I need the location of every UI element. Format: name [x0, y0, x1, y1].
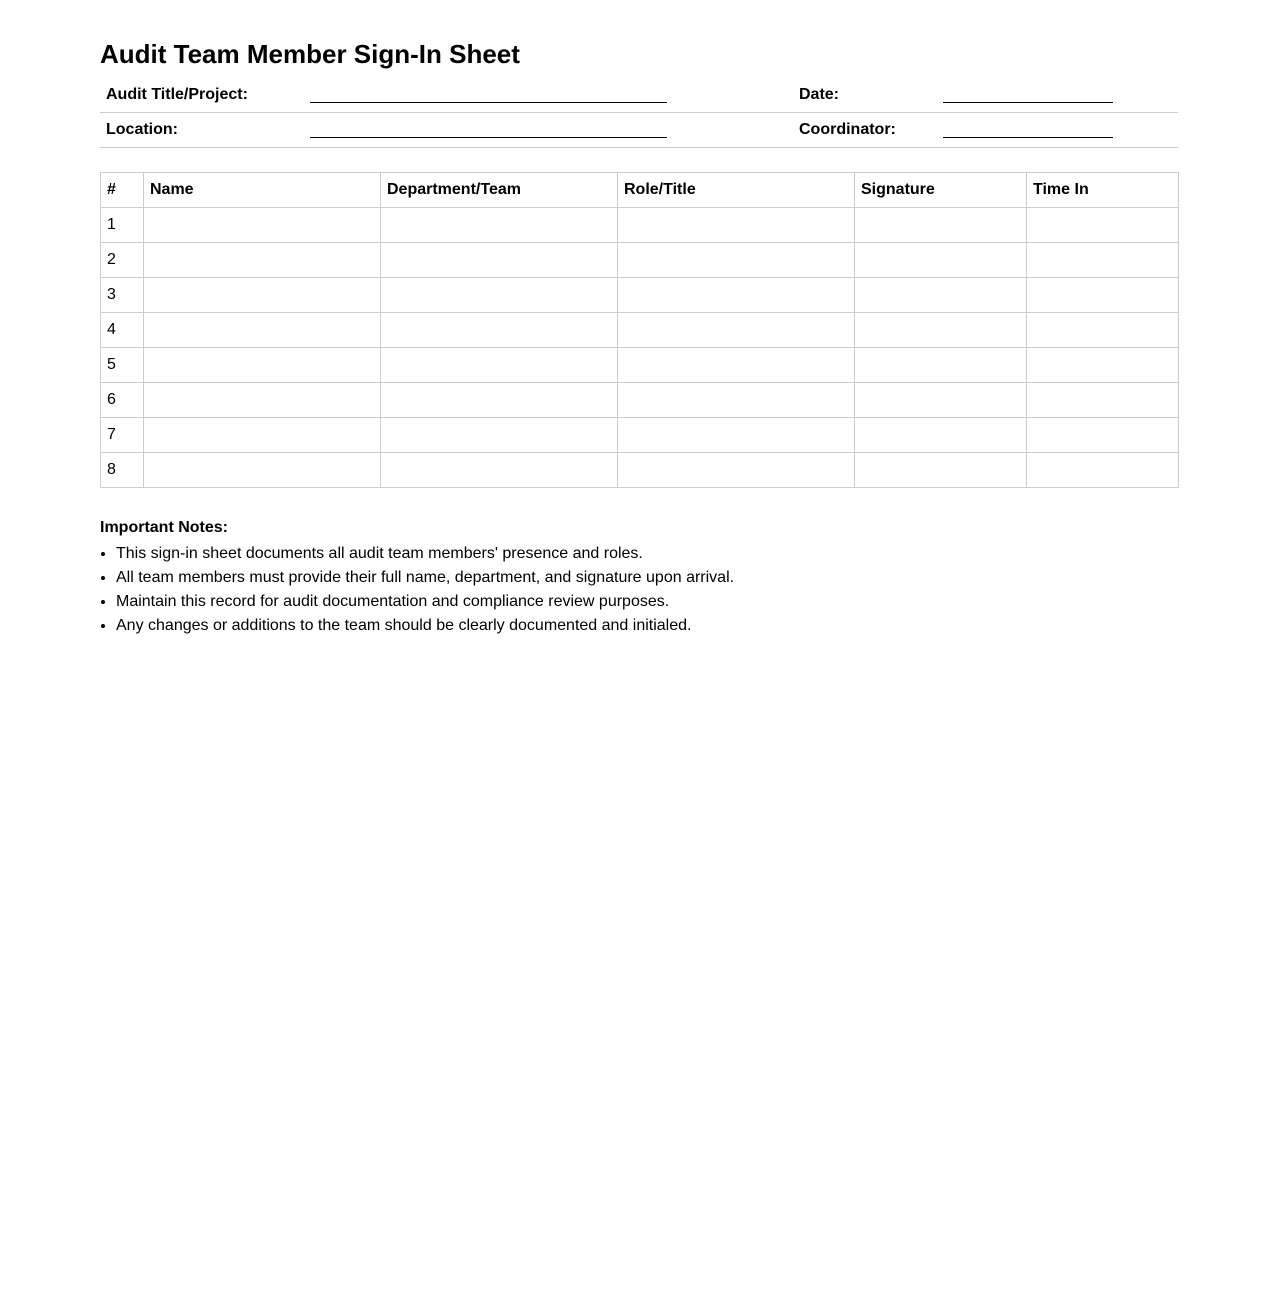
- table-row: [101, 453, 1179, 488]
- signature-cell[interactable]: [855, 453, 1027, 488]
- time-in-cell[interactable]: [1027, 383, 1179, 418]
- page-title: Audit Team Member Sign-In Sheet: [100, 39, 520, 69]
- signature-cell[interactable]: [855, 313, 1027, 348]
- role-cell[interactable]: [618, 208, 855, 243]
- department-cell[interactable]: [381, 453, 618, 488]
- sign-in-sheet-page: [100, 0, 1178, 638]
- column-header-role: Role/Title: [618, 173, 855, 208]
- role-cell[interactable]: [618, 418, 855, 453]
- column-header-department: Department/Team: [381, 173, 618, 208]
- notes-title: Important Notes:: [100, 519, 228, 536]
- column-header-number: #: [101, 173, 144, 208]
- row-number: 4: [101, 313, 144, 348]
- department-cell[interactable]: [381, 418, 618, 453]
- row-number: 1: [101, 208, 144, 243]
- time-in-cell[interactable]: [1027, 208, 1179, 243]
- row-number: 5: [101, 348, 144, 383]
- table-row: [101, 383, 1179, 418]
- audit-title-field[interactable]: [310, 102, 667, 103]
- signature-cell[interactable]: [855, 243, 1027, 278]
- department-cell[interactable]: [381, 208, 618, 243]
- signature-cell[interactable]: [855, 278, 1027, 313]
- row-number: 2: [101, 243, 144, 278]
- row-number: 3: [101, 278, 144, 313]
- row-number: 7: [101, 418, 144, 453]
- time-in-cell[interactable]: [1027, 453, 1179, 488]
- department-cell[interactable]: [381, 278, 618, 313]
- role-cell[interactable]: [618, 243, 855, 278]
- name-cell[interactable]: [144, 453, 381, 488]
- name-cell[interactable]: [144, 243, 381, 278]
- role-cell[interactable]: [618, 313, 855, 348]
- role-cell[interactable]: [618, 278, 855, 313]
- table-row: [101, 243, 1179, 278]
- table-row: [101, 348, 1179, 383]
- column-header-signature: Signature: [855, 173, 1027, 208]
- info-row-title-date: [100, 78, 1178, 113]
- name-cell[interactable]: [144, 383, 381, 418]
- role-cell[interactable]: [618, 383, 855, 418]
- name-cell[interactable]: [144, 418, 381, 453]
- table-row: [101, 208, 1179, 243]
- note-item: • All team members must provide their full name, department, and signature upon arrival.: [116, 566, 1178, 590]
- column-header-time-in: Time In: [1027, 173, 1179, 208]
- signature-cell[interactable]: [855, 418, 1027, 453]
- name-cell[interactable]: [144, 348, 381, 383]
- column-header-name: Name: [144, 173, 381, 208]
- info-row-location-coordinator: [100, 113, 1178, 148]
- table-row: [101, 278, 1179, 313]
- note-item: • Maintain this record for audit documentation and compliance review purposes.: [116, 590, 1178, 614]
- department-cell[interactable]: [381, 348, 618, 383]
- row-number: 6: [101, 383, 144, 418]
- coordinator-label: Coordinator:: [799, 121, 896, 138]
- department-cell[interactable]: [381, 383, 618, 418]
- sign-in-table: [100, 172, 1179, 488]
- role-cell[interactable]: [618, 348, 855, 383]
- signature-cell[interactable]: [855, 383, 1027, 418]
- signature-cell[interactable]: [855, 348, 1027, 383]
- audit-title-label: Audit Title/Project:: [106, 86, 248, 103]
- time-in-cell[interactable]: [1027, 243, 1179, 278]
- note-item: • This sign-in sheet documents all audit team members' presence and roles.: [116, 542, 1178, 566]
- table-header-row: [101, 173, 1179, 208]
- table-row: [101, 313, 1179, 348]
- date-field[interactable]: [943, 102, 1113, 103]
- name-cell[interactable]: [144, 313, 381, 348]
- table-row: [101, 418, 1179, 453]
- name-cell[interactable]: [144, 278, 381, 313]
- row-number: 8: [101, 453, 144, 488]
- important-notes: [100, 518, 1178, 638]
- time-in-cell[interactable]: [1027, 418, 1179, 453]
- department-cell[interactable]: [381, 243, 618, 278]
- time-in-cell[interactable]: [1027, 348, 1179, 383]
- location-label: Location:: [106, 121, 178, 138]
- note-item: • Any changes or additions to the team should be clearly documented and initialed.: [116, 614, 1178, 638]
- notes-list: [100, 542, 1178, 638]
- department-cell[interactable]: [381, 313, 618, 348]
- name-cell[interactable]: [144, 208, 381, 243]
- signature-cell[interactable]: [855, 208, 1027, 243]
- time-in-cell[interactable]: [1027, 278, 1179, 313]
- role-cell[interactable]: [618, 453, 855, 488]
- date-label: Date:: [799, 86, 840, 103]
- sheet-info: [100, 78, 1178, 148]
- location-field[interactable]: [310, 137, 667, 138]
- time-in-cell[interactable]: [1027, 313, 1179, 348]
- coordinator-field[interactable]: [943, 137, 1113, 138]
